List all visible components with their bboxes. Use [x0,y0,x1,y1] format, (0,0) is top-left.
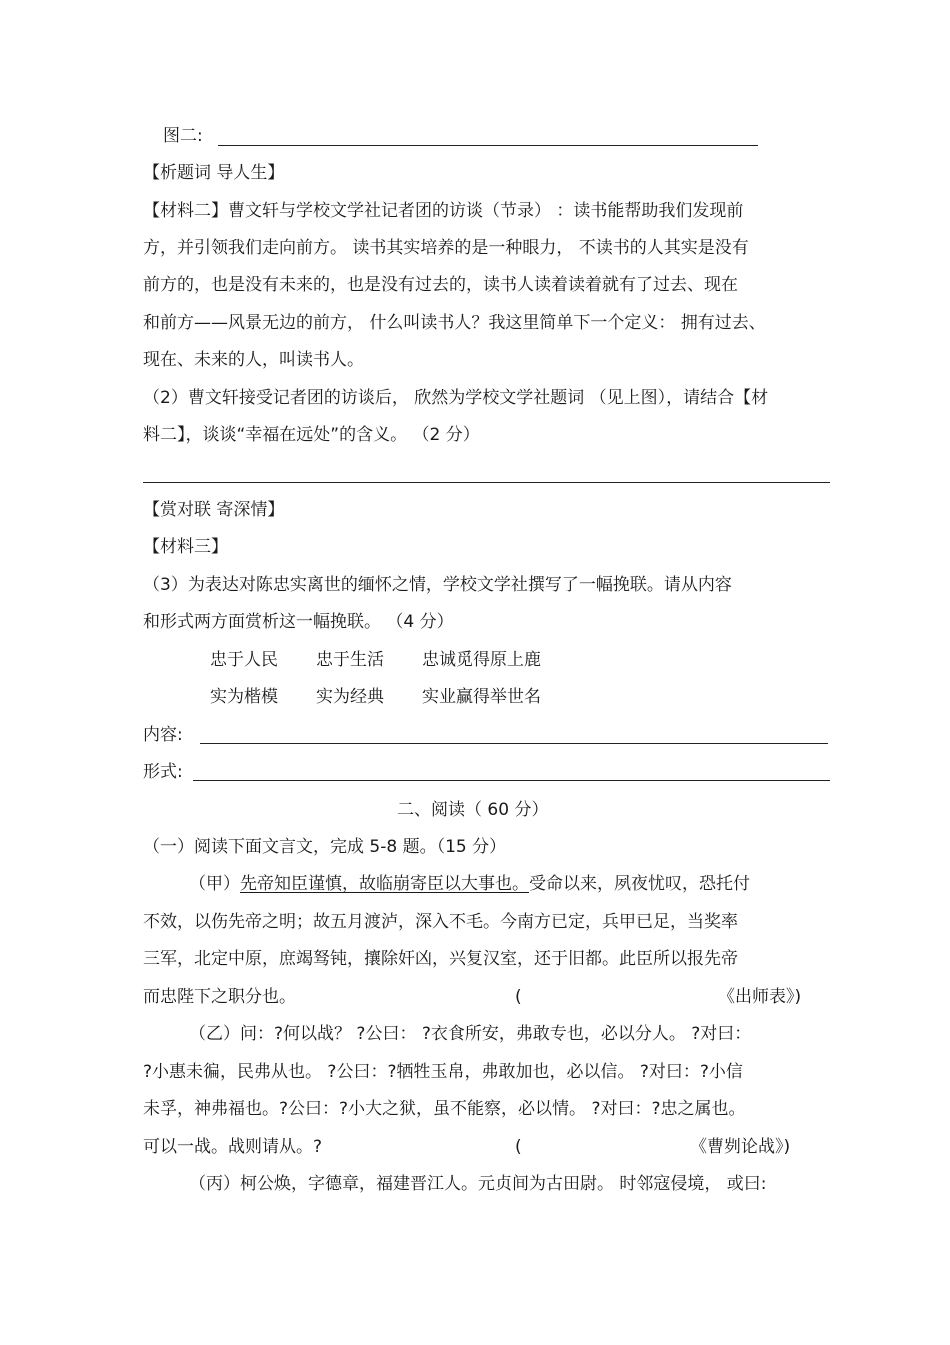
passage-yi-line-3: 未孚，神弗福也。?公曰：?小大之狱，虽不能察，必以情。 ?对曰：?忠之属也。 [143,1099,746,1119]
question-2-line-2: 料二】，谈谈“幸福在远处”的含义。 （2 分） [143,425,480,445]
material2-line-4: 和前方——风景无边的前方， 什么叫读书人？我这里简单下一个定义： 拥有过去、 [143,313,766,333]
passage-bing-line-1: （丙）柯公焕，字德章，福建晋江人。元贞间为古田尉。 时邻寇侵境， 或曰: [189,1174,767,1194]
section-heading-xiti: 【析题词 导人生】 [143,163,285,183]
couplet-lower-2: 实为经典 [316,687,384,707]
passage-jia-prefix: （甲） [189,874,240,894]
passage-jia-line-3: 三军，北定中原，庶竭驽钝，攘除奸凶，兴复汉室，还于旧都。此臣所以报先帝 [143,949,738,969]
question-3-line-1: （3）为表达对陈忠实离世的缅怀之情，学校文学社撰写了一幅挽联。请从内容 [143,575,732,595]
content-answer-line[interactable] [200,743,828,744]
part-2-title: 二、阅读（ 60 分） [397,800,549,820]
passage-yi-line-4: 可以一战。战则请从。? [143,1137,323,1157]
fig2-answer-line[interactable] [218,145,758,146]
passage-jia-line-2: 不效，以伤先帝之明；故五月渡泸，深入不毛。今南方已定，兵甲已足，当奖率 [143,912,738,932]
form-label: 形式: [143,762,183,782]
question-2-answer-line[interactable] [143,482,830,483]
form-answer-line[interactable] [193,780,830,781]
passage-jia-paren: ( [515,987,522,1007]
section-heading-duilian: 【赏对联 寄深情】 [143,500,285,520]
subsection-1-heading: （一）阅读下面文言文，完成 5-8 题。（15 分） [143,837,507,857]
material2-line-3: 前方的，也是没有未来的，也是没有过去的，读书人读着读着就有了过去、现在 [143,275,738,295]
material3-heading: 【材料三】 [143,537,228,557]
passage-jia-line-1 [189,872,750,896]
couplet-upper-1: 忠于人民 [210,650,278,670]
material2-line-1: 【材料二】曹文轩与学校文学社记者团的访谈（节录） ：读书能帮助我们发现前 [143,201,744,221]
passage-yi-line-2: ?小惠未徧，民弗从也。 ?公曰：?牺牲玉帛，弗敢加也，必以信。 ?对曰：?小信 [143,1062,743,1082]
passage-jia-rest: 受命以来，夙夜忧叹，恐托付 [529,874,750,894]
couplet-upper-3: 忠诚觅得原上鹿 [422,650,541,670]
passage-jia-source: 《出师表》) [718,987,802,1007]
passage-yi-line-1: （乙）问：?何以战？ ?公曰： ?衣食所安，弗敢专也，必以分人。 ?对曰： [189,1024,752,1044]
material2-line-5: 现在、未来的人，叫读书人。 [143,350,364,370]
passage-yi-paren: ( [515,1137,522,1157]
material2-line-2: 方，并引领我们走向前方。 读书其实培养的是一种眼力， 不读书的人其实是没有 [143,238,749,258]
question-2-line-1: （2）曹文轩接受记者团的访谈后， 欣然为学校文学社题词 （见上图），请结合【材 [143,388,769,408]
passage-yi-source: 《曹刿论战》) [690,1137,791,1157]
couplet-upper-2: 忠于生活 [316,650,384,670]
couplet-lower-1: 实为楷模 [210,687,278,707]
couplet-lower-3: 实业赢得举世名 [422,687,541,707]
content-label: 内容: [143,725,183,745]
question-3-line-2: 和形式两方面赏析这一幅挽联。 （4 分） [143,612,454,632]
fig2-label: 图二: [163,126,203,146]
passage-jia-line-4: 而忠陛下之职分也。 [143,987,296,1007]
passage-jia-underlined: 先帝知臣谨慎，故临崩寄臣以大事也。 [240,874,529,894]
